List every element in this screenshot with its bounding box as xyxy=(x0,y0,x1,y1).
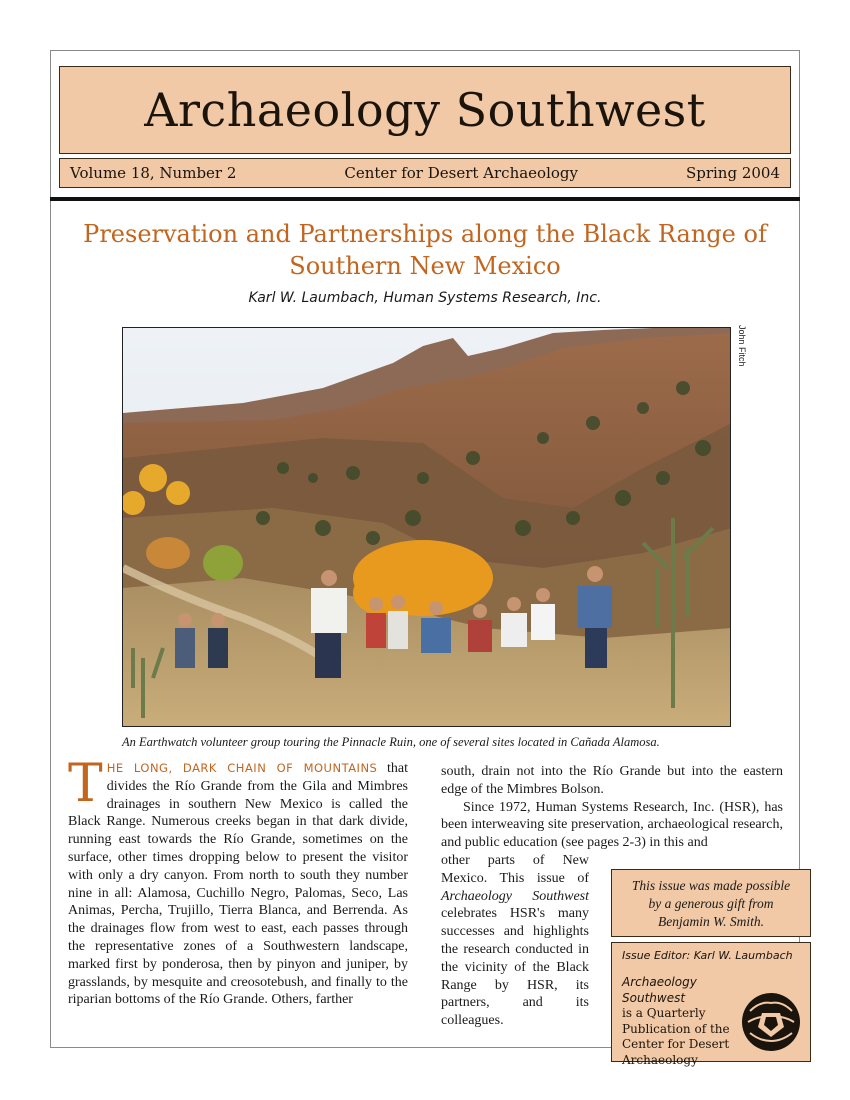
pub-line-1: Archaeology Southwest xyxy=(622,975,697,1005)
pub-line-5: Archaeology xyxy=(622,1052,698,1067)
issue-season: Spring 2004 xyxy=(685,164,780,182)
article-column-left xyxy=(68,754,408,1009)
photo-credit: John Fitch xyxy=(737,325,747,367)
article-byline: Karl W. Laumbach, Human Systems Research, Inc. xyxy=(248,290,602,306)
center-logo-icon xyxy=(740,991,802,1053)
lead-paragraph xyxy=(68,754,408,1009)
volume-number: Volume 18, Number 2 xyxy=(70,164,237,182)
issue-bar xyxy=(59,158,791,188)
publication-statement xyxy=(622,975,742,1068)
landscape-illustration xyxy=(123,328,731,727)
gift-line-1: This issue was made possible xyxy=(631,878,791,893)
article-headline: Preservation and Partnerships along the Black Range of Southern New Mexico xyxy=(83,220,767,280)
publisher-name: Center for Desert Archaeology xyxy=(344,164,578,182)
gift-line-3: Benjamin W. Smith. xyxy=(658,914,764,929)
drop-cap: T xyxy=(68,754,103,814)
pub-line-2: is a Quarterly xyxy=(622,1006,706,1020)
issue-editor: Issue Editor: Karl W. Laumbach xyxy=(622,949,793,962)
hsr-paragraph-narrow xyxy=(441,852,589,1030)
lead-body: that divides the Río Grande from the Gila and Mimbres drainages in southern New Mexico is called the Black Range. Numerous creeks began in that dark divide, running east towards the Río Grande, sometimes on the surface, other times dropping below to present the visitor with only a dry canyon. From north to south they number nine in all: Alamosa, Cuchillo Negro, Palomas, Seco, Las Animas, Percha, Trujillo, Tierra Blanca, and Berrenda. As the drainages flow from west to east, each passes through the representative zones of a Southwestern landscape, marked first by ponderosa, then by pinyon and juniper, by grasslands, by mesquite and creosotebush, and finally to the riparian bottoms of the Río Grande. Others, farther xyxy=(68,761,408,1008)
pub-line-4: Center for Desert xyxy=(622,1037,730,1051)
masthead xyxy=(59,66,791,154)
gift-line-2: by a generous gift from xyxy=(648,896,774,911)
journal-name: Archaeology Southwest xyxy=(441,888,589,904)
lead-in: HE LONG, DARK CHAIN OF MOUNTAINS xyxy=(106,761,378,775)
hsr-text-a: other parts of New Mexico. This issue of xyxy=(441,852,589,886)
masthead-title: Archaeology Southwest xyxy=(144,83,706,137)
photo-caption: An Earthwatch volunteer group touring the Pinnacle Ruin, one of several sites located in Cañada Alamosa. xyxy=(122,735,660,749)
publication-info-box xyxy=(611,942,811,1067)
hsr-paragraph: Since 1972, Human Systems Research, Inc. (HSR), has been interweaving site preservation, archaeological research, and public education (see pages 2-3) in this and xyxy=(441,799,783,851)
header-rule xyxy=(50,197,800,201)
cover-photo xyxy=(122,327,731,727)
continued-paragraph: south, drain not into the Río Grande but into the eastern edge of the Mimbres Bolson. xyxy=(441,764,783,797)
pub-line-3: Publication of the xyxy=(622,1021,730,1036)
gift-notice xyxy=(611,869,811,937)
hsr-text-b: celebrates HSR's many successes and highlights the research conducted in the vicinity of the Black Range by HSR, its partners, and its colleagues. xyxy=(441,906,589,1029)
